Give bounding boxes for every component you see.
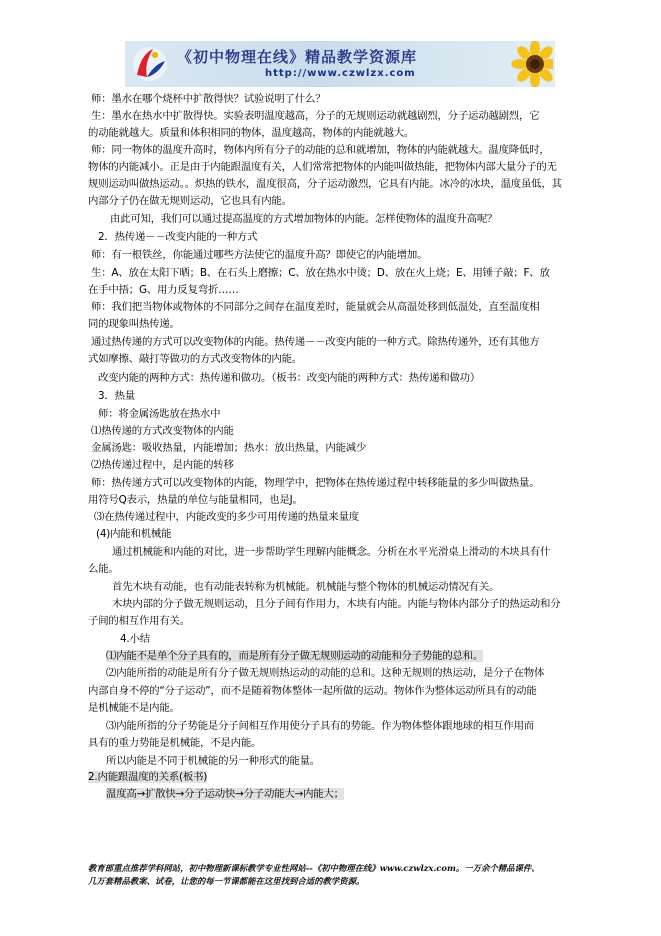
paragraph-line: 由此可知，我们可以通过提高温度的方式增加物体的内能。怎样使物体的温度升高呢？ bbox=[110, 213, 498, 225]
sunflower-icon bbox=[505, 41, 553, 87]
paragraph-line: 是机械能不是内能。 bbox=[88, 702, 180, 714]
paragraph-line: 物体的内能减小。正是由于内能跟温度有关，人们常常把物体的内能叫做热能，把物体内部大量分子的无 bbox=[88, 161, 557, 173]
paragraph-line: 通过热传递的方式可以改变物体的内能。热传递－－改变内能的一种方式。除热传递外，还有其他方 bbox=[91, 336, 540, 348]
summary-line: ⑵内能所指的动能是所有分子做无规则热运动的动能的总和。这种无规则的热运动，是分子在物体 bbox=[106, 667, 545, 679]
summary-line: ⑶内能所指的分子势能是分子间相互作用使分子具有的势能。作为物体整体跟地球的相互作用而 bbox=[106, 720, 535, 732]
paragraph-line: 规则运动叫做热运动。。炽热的铁水，温度很高，分子运动激烈，它具有内能。冰冷的冰块，温度虽低，其 bbox=[88, 178, 562, 190]
section-heading: 3．热量 bbox=[98, 390, 135, 402]
banner-url[interactable]: http://www.czwlzx.com bbox=[265, 68, 416, 79]
paragraph-line: 师：墨水在哪个烧杯中扩散得快？试验说明了什么？ bbox=[91, 93, 326, 105]
summary-line bbox=[106, 649, 483, 663]
section-heading: 4.小结 bbox=[120, 633, 150, 645]
paragraph-line: 式如摩擦、敲打等做功的方式改变物体的内能。 bbox=[88, 353, 303, 365]
section-heading: (4)内能和机械能 bbox=[96, 528, 172, 540]
section-heading bbox=[88, 770, 207, 784]
section-heading: 2．热传递－－改变内能的一种方式 bbox=[98, 231, 258, 243]
paragraph-line: 木块内部的分子做无规则运动，且分子间有作用力，木块有内能。内能与物体内部分子的热运动和分 bbox=[112, 598, 561, 610]
paragraph-line: ⑴热传递的方式改变物体的内能 bbox=[91, 425, 234, 437]
banner-title: 《初中物理在线》精品教学资源库 bbox=[177, 48, 418, 66]
paragraph-line: 用符号Q表示，热量的单位与能量相同，也是J。 bbox=[88, 494, 303, 506]
paragraph-line: 首先木块有动能，也有动能表转称为机械能。机械能与整个物体的机械运动情况有关。 bbox=[112, 581, 500, 593]
paragraph-line: 在手中捂；G、用力反复弯折…… bbox=[88, 284, 239, 296]
highlighted-text: 温度高→扩散快→分子运动快→分子动能大→内能大； bbox=[106, 788, 344, 800]
paragraph-line: 通过机械能和内能的对比，进一步帮助学生理解内能概念。分析在水平光滑桌上滑动的木块具有什 bbox=[112, 546, 551, 558]
footer-line: 教育部重点推荐学科网站，初中物理新课标教学专业性网站--《初中物理在线》www.czwlzx.com。一万余个精品课件、 bbox=[88, 863, 540, 873]
paragraph-line: 生：A、放在太阳下晒；B、在石头上磨擦；C、放在热水中烫；D、放在火上烧；E、用锤子敲；F、放 bbox=[91, 267, 550, 279]
paragraph-line: ⑵热传递过程中，是内能的转移 bbox=[91, 459, 234, 471]
paragraph-line: 师：同一物体的温度升高时，物体内所有分子的动能的总和就增加，物体的内能就越大。温度降低时， bbox=[91, 144, 550, 156]
paragraph-line: 子间的相互作用有关。 bbox=[88, 615, 190, 627]
paragraph-line: 师：我们把当物体或物体的不同部分之间存在温度差时，能量就会从高温处移到低温处，直至温度相 bbox=[91, 301, 540, 313]
paragraph-line: 的动能就越大。质量和体积相同的物体，温度越高，物体的内能就越大。 bbox=[88, 127, 415, 139]
paragraph-line: 内部自身不停的“分子运动”，而不是随着物体整体一起所做的运动。物体作为整体运动所具有的动能 bbox=[88, 685, 537, 697]
footer bbox=[88, 862, 648, 888]
paragraph-line: 所以内能是不同于机械能的另一种形式的能量。 bbox=[106, 755, 321, 767]
summary-line bbox=[106, 787, 344, 801]
paragraph-line: ⑶在热传递过程中，内能改变的多少可用传递的热量来量度 bbox=[94, 511, 359, 523]
footer-line: 几万套精品教案、试卷，让您的每一节课都能在这里找到合适的教学资源。 bbox=[88, 876, 365, 886]
paragraph-line: 同的现象叫热传递。 bbox=[88, 318, 180, 330]
paragraph-line: 内部分子仍在做无规则运动，它也具有内能。 bbox=[88, 195, 292, 207]
paragraph-line: 师：热传递方式可以改变物体的内能，物理学中，把物体在热传递过程中转移能量的多少叫做热量。 bbox=[91, 477, 540, 489]
paragraph-line: 改变内能的两种方式：热传递和做功。（板书：改变内能的两种方式：热传递和做功） bbox=[98, 372, 481, 384]
paragraph-line: 么能。 bbox=[88, 563, 119, 575]
paragraph-line: 师：将金属汤匙放在热水中 bbox=[98, 408, 221, 420]
highlighted-text: ⑴内能不是单个分子具有的，而是所有分子做无规则运动的动能和分子势能的总和。 bbox=[106, 650, 484, 662]
header-banner bbox=[125, 41, 555, 87]
highlighted-heading: 2.内能跟温度的关系(板书) bbox=[88, 771, 208, 783]
paragraph-line: 具有的重力势能是机械能，不是内能。 bbox=[88, 737, 262, 749]
paragraph-line: 生：墨水在热水中扩散得快。实验表明温度越高，分子的无规则运动就越剧烈，分子运动越剧烈，它 bbox=[91, 110, 540, 122]
site-logo-icon bbox=[131, 45, 169, 83]
paragraph-line: 金属汤匙：吸收热量，内能增加；热水：放出热量，内能减少 bbox=[91, 442, 367, 454]
paragraph-line: 师：有一根铁丝，你能通过哪些方法使它的温度升高？即使它的内能增加。 bbox=[91, 249, 428, 261]
